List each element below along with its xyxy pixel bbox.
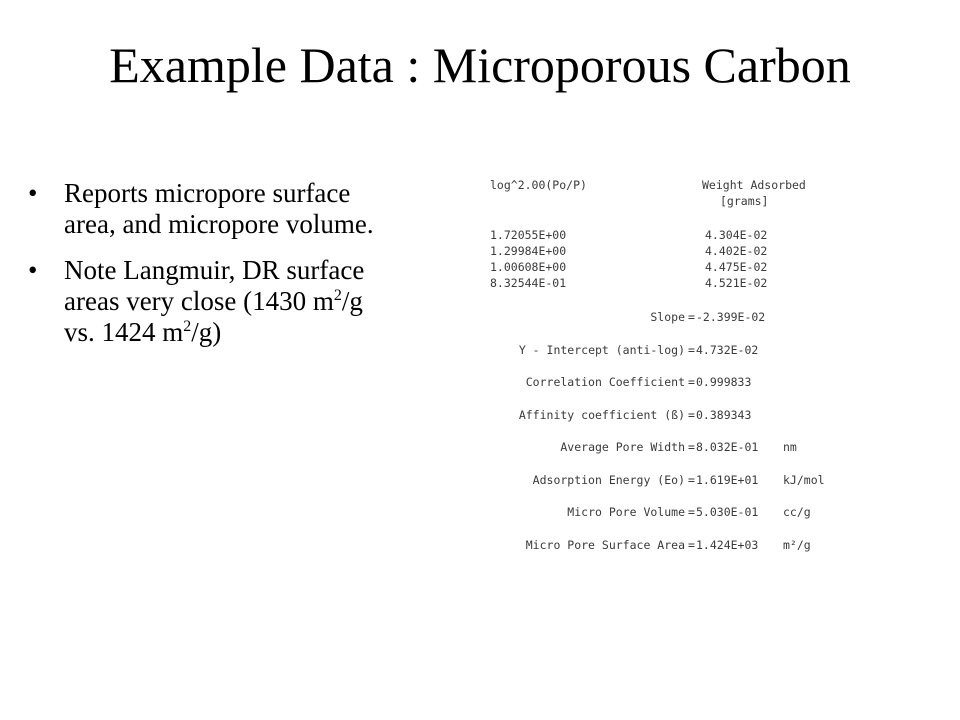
data-row-x-value: 1.72055E+00 (490, 228, 567, 242)
column-header-y-unit: [grams] (720, 194, 769, 208)
stat-label: Average Pore Width (560, 440, 685, 454)
stat-value: -2.399E-02 (696, 310, 766, 324)
stat-value: 1.424E+03 (696, 537, 759, 552)
stat-unit: m²/g (783, 537, 811, 552)
data-row-x-value: 1.00608E+00 (490, 260, 567, 274)
stat-equals: = (688, 375, 695, 389)
stat-unit: kJ/mol (783, 472, 825, 487)
stat-label: Correlation Coefficient (525, 375, 685, 389)
stat-row (440, 343, 840, 359)
stat-label: Adsorption Energy (Eo) (532, 472, 685, 487)
stat-value: 8.032E-01 (696, 440, 759, 454)
stat-equals: = (688, 505, 695, 519)
stat-label: Affinity coefficient (ß) (518, 407, 685, 422)
bullet-marker: • (28, 255, 38, 285)
stat-equals: = (688, 537, 695, 552)
stat-value: 0.389343 (696, 407, 752, 422)
dr-analysis-printout (440, 178, 840, 568)
data-row-x-value: 1.29984E+00 (490, 244, 567, 258)
stat-unit: cc/g (783, 505, 811, 519)
bullet-item (28, 255, 378, 348)
column-header-y: Weight Adsorbed (702, 178, 806, 192)
bullet-item (28, 178, 378, 240)
data-row-y-value: 4.521E-02 (705, 276, 768, 290)
bullet-list (28, 178, 378, 363)
stat-label: Micro Pore Surface Area (525, 537, 685, 552)
stat-row (440, 408, 840, 424)
data-row-y-value: 4.475E-02 (705, 260, 768, 274)
stat-value: 4.732E-02 (696, 342, 759, 357)
stat-row (440, 440, 840, 456)
data-row-x-value: 8.32544E-01 (490, 276, 567, 290)
bullet-marker: • (28, 178, 38, 208)
stat-row (440, 375, 840, 391)
slide-title: Example Data : Microporous Carbon (109, 37, 851, 93)
stat-row (440, 538, 840, 554)
stat-value: 0.999833 (696, 375, 752, 389)
column-header-x: log^2.00(Po/P) (490, 178, 587, 192)
stat-row (440, 473, 840, 489)
stat-label: Micro Pore Volume (567, 505, 685, 519)
stat-equals: = (688, 440, 695, 454)
stat-value: 5.030E-01 (696, 505, 759, 519)
stat-equals: = (688, 342, 695, 357)
stat-equals: = (688, 310, 695, 324)
stat-unit: nm (783, 440, 797, 454)
stat-row (440, 310, 840, 326)
data-row-y-value: 4.402E-02 (705, 244, 768, 258)
bullet-text: Reports micropore surface area, and micropore volume. (64, 178, 374, 239)
bullet-text: Note Langmuir, DR surface areas very close (1430 $m^2/g$ vs. 1424 $m^2/g$) (64, 255, 365, 347)
stat-row (440, 505, 840, 521)
stat-value: 1.619E+01 (696, 472, 759, 487)
stat-label: Y - Intercept (anti-log) (518, 342, 685, 357)
stat-equals: = (688, 472, 695, 487)
data-row-y-value: 4.304E-02 (705, 228, 768, 242)
stat-equals: = (688, 407, 695, 422)
stat-label: Slope (650, 310, 685, 324)
